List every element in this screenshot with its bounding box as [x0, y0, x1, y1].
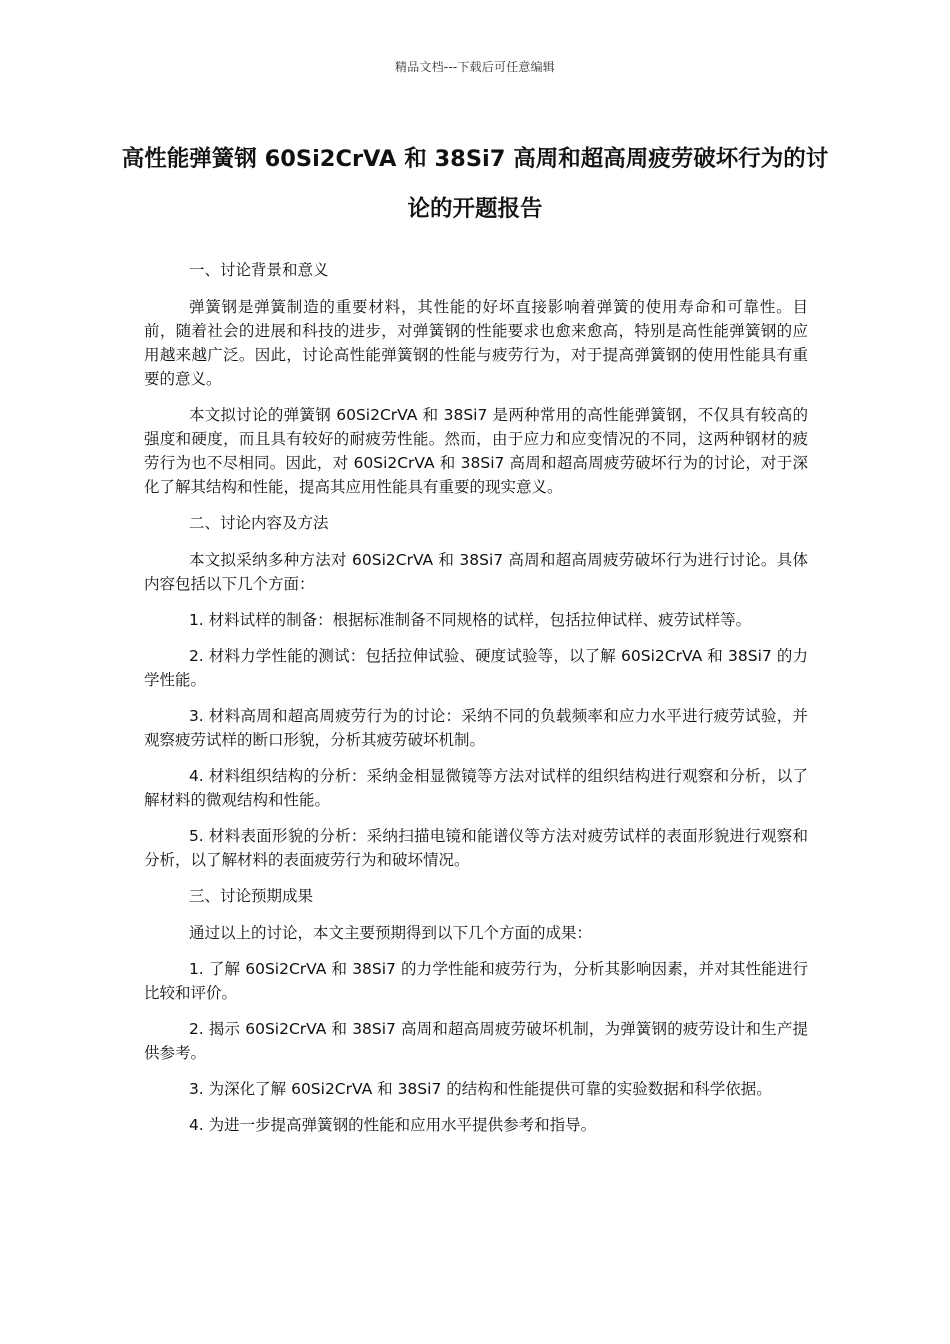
- list-item-method-1: 1. 材料试样的制备：根据标准制备不同规格的试样，包括拉伸试样、疲劳试样等。: [188, 611, 752, 629]
- paragraph-results-intro: 通过以上的讨论，本文主要预期得到以下几个方面的成果：: [188, 924, 592, 942]
- document-body: [144, 258, 808, 1149]
- section-heading-expected-results: 三、讨论预期成果: [188, 887, 313, 905]
- list-item-method-4: 4. 材料组织结构的分析：采纳金相显微镜等方法对试样的组织结构进行观察和分析，以了解材料的微观结构和性能。: [144, 767, 808, 809]
- paragraph-background-1: 弹簧钢是弹簧制造的重要材料，其性能的好坏直接影响着弹簧的使用寿命和可靠性。目前，随着社会的进展和科技的进步，对弹簧钢的性能要求也愈来愈高，特别是高性能弹簧钢的应用越来越广泛。因此，讨论高性能弹簧钢的性能与疲劳行为，对于提高弹簧钢的使用性能具有重要的意义。: [144, 298, 808, 388]
- paragraph-background-2: 本文拟讨论的弹簧钢 60Si2CrVA 和 38Si7 是两种常用的高性能弹簧钢，不仅具有较高的强度和硬度，而且具有较好的耐疲劳性能。然而，由于应力和应变情况的不同，这两种钢材的疲劳行为也不尽相同。因此，对 60Si2CrVA 和 38Si7 高周和超高周疲劳破坏行为的讨论，对于深化了解其结构和性能，提高其应用性能具有重要的现实意义。: [144, 406, 808, 496]
- list-item-method-2: 2. 材料力学性能的测试：包括拉伸试验、硬度试验等，以了解 60Si2CrVA 和 38Si7 的力学性能。: [144, 647, 808, 689]
- list-item-method-5: 5. 材料表面形貌的分析：采纳扫描电镜和能谱仪等方法对疲劳试样的表面形貌进行观察和分析，以了解材料的表面疲劳行为和破坏情况。: [144, 827, 808, 869]
- section-heading-content-method: 二、讨论内容及方法: [188, 514, 329, 532]
- list-item-result-3: 3. 为深化了解 60Si2CrVA 和 38Si7 的结构和性能提供可靠的实验数据和科学依据。: [188, 1080, 772, 1098]
- list-item-method-3: 3. 材料高周和超高周疲劳行为的讨论：采纳不同的负载频率和应力水平进行疲劳试验，并观察疲劳试样的断口形貌，分析其疲劳破坏机制。: [144, 707, 808, 749]
- paragraph-method-intro: 本文拟采纳多种方法对 60Si2CrVA 和 38Si7 高周和超高周疲劳破坏行为进行讨论。具体内容包括以下几个方面：: [144, 551, 808, 593]
- page-header: 精品文档---下载后可任意编辑: [395, 60, 555, 74]
- list-item-result-4: 4. 为进一步提高弹簧钢的性能和应用水平提供参考和指导。: [188, 1116, 597, 1134]
- list-item-result-2: 2. 揭示 60Si2CrVA 和 38Si7 高周和超高周疲劳破坏机制，为弹簧钢的疲劳设计和生产提供参考。: [144, 1020, 808, 1062]
- list-item-result-1: 1. 了解 60Si2CrVA 和 38Si7 的力学性能和疲劳行为，分析其影响因素，并对其性能进行比较和评价。: [144, 960, 808, 1002]
- document-title: 高性能弹簧钢 60Si2CrVA 和 38Si7 高周和超高周疲劳破坏行为的讨论的开题报告: [121, 146, 829, 222]
- section-heading-background: 一、讨论背景和意义: [188, 261, 329, 279]
